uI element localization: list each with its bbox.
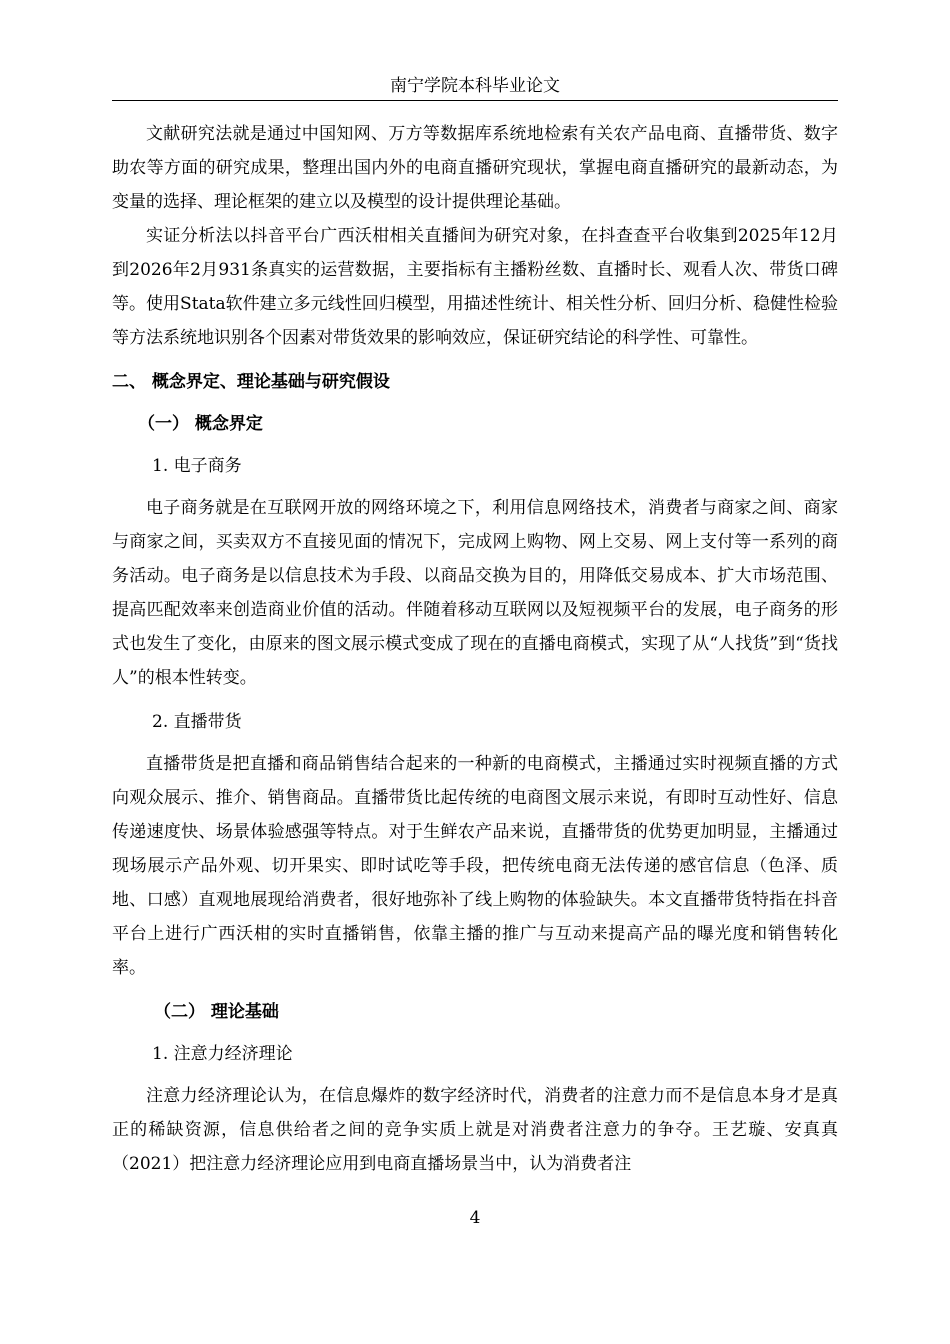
- item-heading-livestream: 2. 直播带货: [152, 712, 242, 732]
- paragraph-empirical-method: 实证分析法以抖音平台广西沃柑相关直播间为研究对象，在抖查查平台收集到2025年12月到2026年2月931条真实的运营数据，主要指标有主播粉丝数、直播时长、观看人次、带货口碑等。使用Stata软件建立多元线性回归模型，用描述性统计、相关性分析、回归分析、稳健性检验等方法系统地识别各个因素对带货效果的影响效应，保证研究结论的科学性、可靠性。: [112, 226, 838, 348]
- document-body: [112, 117, 838, 1181]
- paragraph-literature-method: 文献研究法就是通过中国知网、万方等数据库系统地检索有关农产品电商、直播带货、数字助农等方面的研究成果，整理出国内外的电商直播研究现状，掌握电商直播研究的最新动态，为变量的选择、理论框架的建立以及模型的设计提供理论基础。: [112, 124, 838, 212]
- paragraph-attention-economy: 注意力经济理论认为，在信息爆炸的数字经济时代，消费者的注意力而不是信息本身才是真正的稀缺资源，信息供给者之间的竞争实质上就是对消费者注意力的争夺。王艺璇、安真真（2021）把注意力经济理论应用到电商直播场景当中，认为消费者注: [112, 1086, 838, 1174]
- header-divider: [112, 100, 838, 101]
- subsection-heading-theory: （二） 理论基础: [154, 1002, 279, 1022]
- paragraph-livestream: 直播带货是把直播和商品销售结合起来的一种新的电商模式，主播通过实时视频直播的方式向观众展示、推介、销售商品。直播带货比起传统的电商图文展示来说，有即时互动性好、信息传递速度快、场景体验感强等特点。对于生鲜农产品来说，直播带货的优势更加明显，主播通过现场展示产品外观、切开果实、即时试吃等手段，把传统电商无法传递的感官信息（色泽、质地、口感）直观地展现给消费者，很好地弥补了线上购物的体验缺失。本文直播带货特指在抖音平台上进行广西沃柑的实时直播销售，依靠主播的推广与互动来提高产品的曝光度和销售转化率。: [112, 754, 838, 978]
- section-heading-2: 二、 概念界定、理论基础与研究假设: [112, 372, 390, 392]
- item-heading-ecommerce: 1. 电子商务: [152, 456, 242, 476]
- page-number: 4: [469, 1208, 481, 1228]
- running-header: 南宁学院本科毕业论文: [390, 76, 560, 96]
- paragraph-ecommerce: 电子商务就是在互联网开放的网络环境之下，利用信息网络技术，消费者与商家之间、商家与商家之间，买卖双方不直接见面的情况下，完成网上购物、网上交易、网上支付等一系列的商务活动。电子商务是以信息技术为手段、以商品交换为目的，用降低交易成本、扩大市场范围、提高匹配效率来创造商业价值的活动。伴随着移动互联网以及短视频平台的发展，电子商务的形式也发生了变化，由原来的图文展示模式变成了现在的直播电商模式，实现了从“人找货”到“货找人”的根本性转变。: [112, 498, 838, 688]
- item-heading-attention-economy: 1. 注意力经济理论: [152, 1044, 293, 1064]
- subsection-heading-concepts: （一） 概念界定: [138, 414, 263, 434]
